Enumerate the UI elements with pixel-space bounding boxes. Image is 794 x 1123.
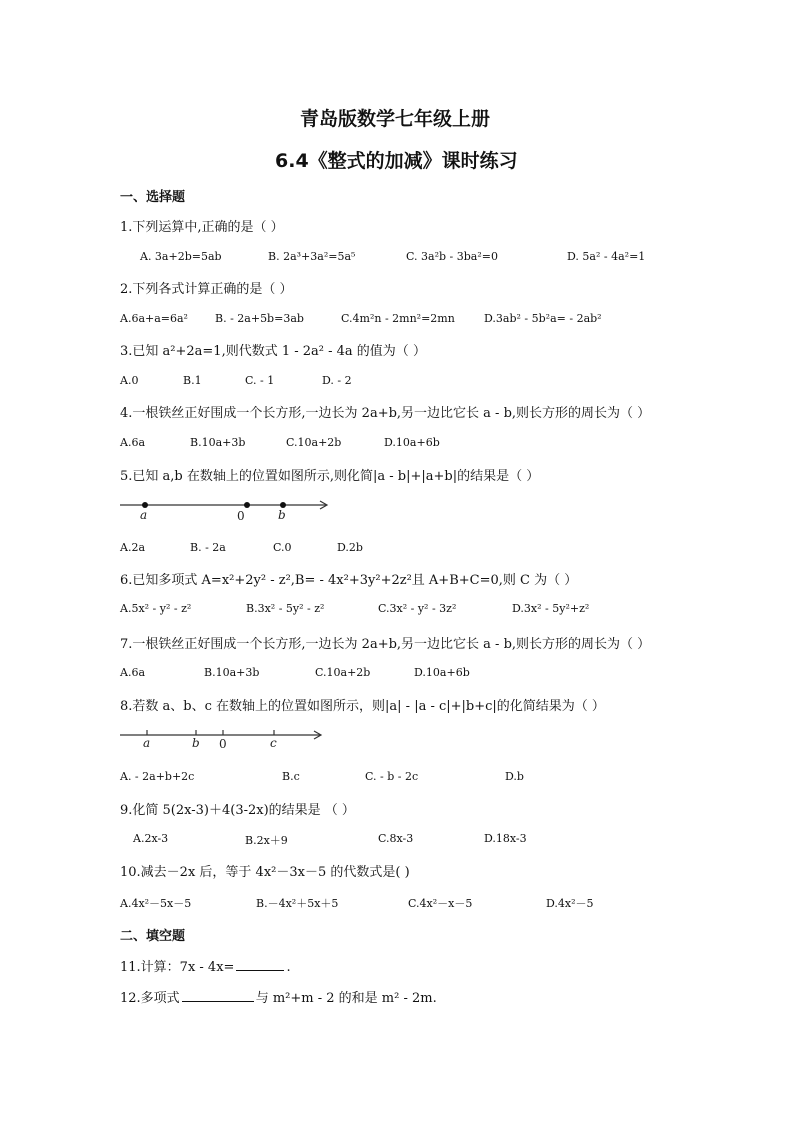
option-a: A. - 2a+b+2c xyxy=(120,770,195,783)
option-b: B.10a+3b xyxy=(204,666,260,679)
option-d: D.18x-3 xyxy=(484,832,527,845)
option-b: B.3x² - 5y² - z² xyxy=(246,602,325,615)
label-b: b xyxy=(278,508,286,522)
fill-question-12 xyxy=(120,987,437,1006)
option-b: B.10a+3b xyxy=(190,436,246,449)
option-a: A.6a+a=6a² xyxy=(120,312,188,325)
fill-question-11 xyxy=(120,956,291,975)
option-d: D. 5a² - 4a²=1 xyxy=(567,250,646,263)
question-stem: 5.已知 a,b 在数轴上的位置如图所示,则化简|a - b|+|a+b|的结果是（ ） xyxy=(120,469,540,484)
option-c: C.4x²－x－5 xyxy=(408,897,473,910)
option-d: D. - 2 xyxy=(322,374,352,387)
option-c: C.8x-3 xyxy=(378,832,414,845)
option-c: C.3x² - y² - 3z² xyxy=(378,602,457,615)
fill-question-12-text: 12.多项式 xyxy=(120,991,180,1006)
option-b: B. - 2a xyxy=(190,541,226,554)
option-b: B. 2a³+3a²=5a⁵ xyxy=(268,250,356,263)
number-line-figure-2 xyxy=(118,727,328,753)
label-zero: 0 xyxy=(237,509,245,523)
option-a: A.2x-3 xyxy=(133,832,169,845)
answer-blank[interactable] xyxy=(182,989,254,1002)
option-a: A. 3a+2b=5ab xyxy=(140,250,222,263)
fill-question-11-end: . xyxy=(286,960,291,975)
option-a: A.6a xyxy=(120,436,145,449)
question-stem: 6.已知多项式 A=x²+2y² - z²,B= - 4x²+3y²+2z²且 A+B+C=0,则 C 为（ ） xyxy=(120,573,578,588)
option-a: A.6a xyxy=(120,666,145,679)
question-stem: 10.减去－2x 后，等于 4x²－3x－5 的代数式是( ) xyxy=(120,865,410,880)
question-stem: 1.下列运算中,正确的是（ ） xyxy=(120,220,284,235)
question-stem: 4.一根铁丝正好围成一个长方形,一边长为 2a+b,另一边比它长 a - b,则长方形的周长为（ ） xyxy=(120,406,651,421)
option-b: B.c xyxy=(282,770,300,783)
option-c: C.4m²n - 2mn²=2mn xyxy=(341,312,455,325)
option-a: A.2a xyxy=(120,541,145,554)
option-c: C. 3a²b - 3ba²=0 xyxy=(406,250,498,263)
option-d: D.10a+6b xyxy=(384,436,440,449)
question-stem: 8.若数 a、b、c 在数轴上的位置如图所示，则|a| - |a - c|+|b+c|的化简结果为（ ） xyxy=(120,699,605,714)
section-heading-choice: 一、选择题 xyxy=(120,190,186,205)
label-b: b xyxy=(192,736,200,750)
point-origin xyxy=(244,502,250,508)
option-b: B.1 xyxy=(183,374,202,387)
option-c: C.0 xyxy=(273,541,292,554)
option-b: B.－4x²＋5x＋5 xyxy=(256,897,339,910)
option-a: A.4x²－5x－5 xyxy=(120,897,192,910)
option-c: C.10a+2b xyxy=(286,436,342,449)
option-d: D.3ab² - 5b²a= - 2ab² xyxy=(484,312,602,325)
option-d: D.10a+6b xyxy=(414,666,470,679)
question-stem: 7.一根铁丝正好围成一个长方形,一边长为 2a+b,另一边比它长 a - b,则长方形的周长为（ ） xyxy=(120,637,651,652)
fill-question-12-end: 与 m²+m - 2 的和是 m² - 2m. xyxy=(255,991,437,1006)
option-c: C. - 1 xyxy=(245,374,275,387)
option-d: D.4x²－5 xyxy=(546,897,594,910)
option-a: A.5x² - y² - z² xyxy=(120,602,192,615)
number-line-figure-1 xyxy=(118,496,333,524)
answer-blank[interactable] xyxy=(236,958,284,971)
option-c: C. - b - 2c xyxy=(365,770,419,783)
option-b: B.2x＋9 xyxy=(245,834,288,847)
label-zero: 0 xyxy=(219,737,227,751)
option-a: A.0 xyxy=(120,374,139,387)
label-a: a xyxy=(140,508,148,522)
option-c: C.10a+2b xyxy=(315,666,371,679)
option-b: B. - 2a+5b=3ab xyxy=(215,312,304,325)
question-stem: 2.下列各式计算正确的是（ ） xyxy=(120,282,293,297)
option-d: D.b xyxy=(505,770,524,783)
page-title: 青岛版数学七年级上册 xyxy=(300,108,491,130)
option-d: D.3x² - 5y²+z² xyxy=(512,602,590,615)
section-heading-fill: 二、填空题 xyxy=(120,929,186,944)
question-stem: 3.已知 a²+2a=1,则代数式 1 - 2a² - 4a 的值为（ ） xyxy=(120,344,426,359)
page-subtitle: 6.4《整式的加减》课时练习 xyxy=(275,150,518,172)
label-c: c xyxy=(270,736,277,750)
question-stem: 9.化简 5(2x-3)＋4(3-2x)的结果是 （ ） xyxy=(120,803,355,818)
fill-question-11-text: 11.计算：7x - 4x= xyxy=(120,960,235,975)
label-a: a xyxy=(143,736,151,750)
option-d: D.2b xyxy=(337,541,363,554)
